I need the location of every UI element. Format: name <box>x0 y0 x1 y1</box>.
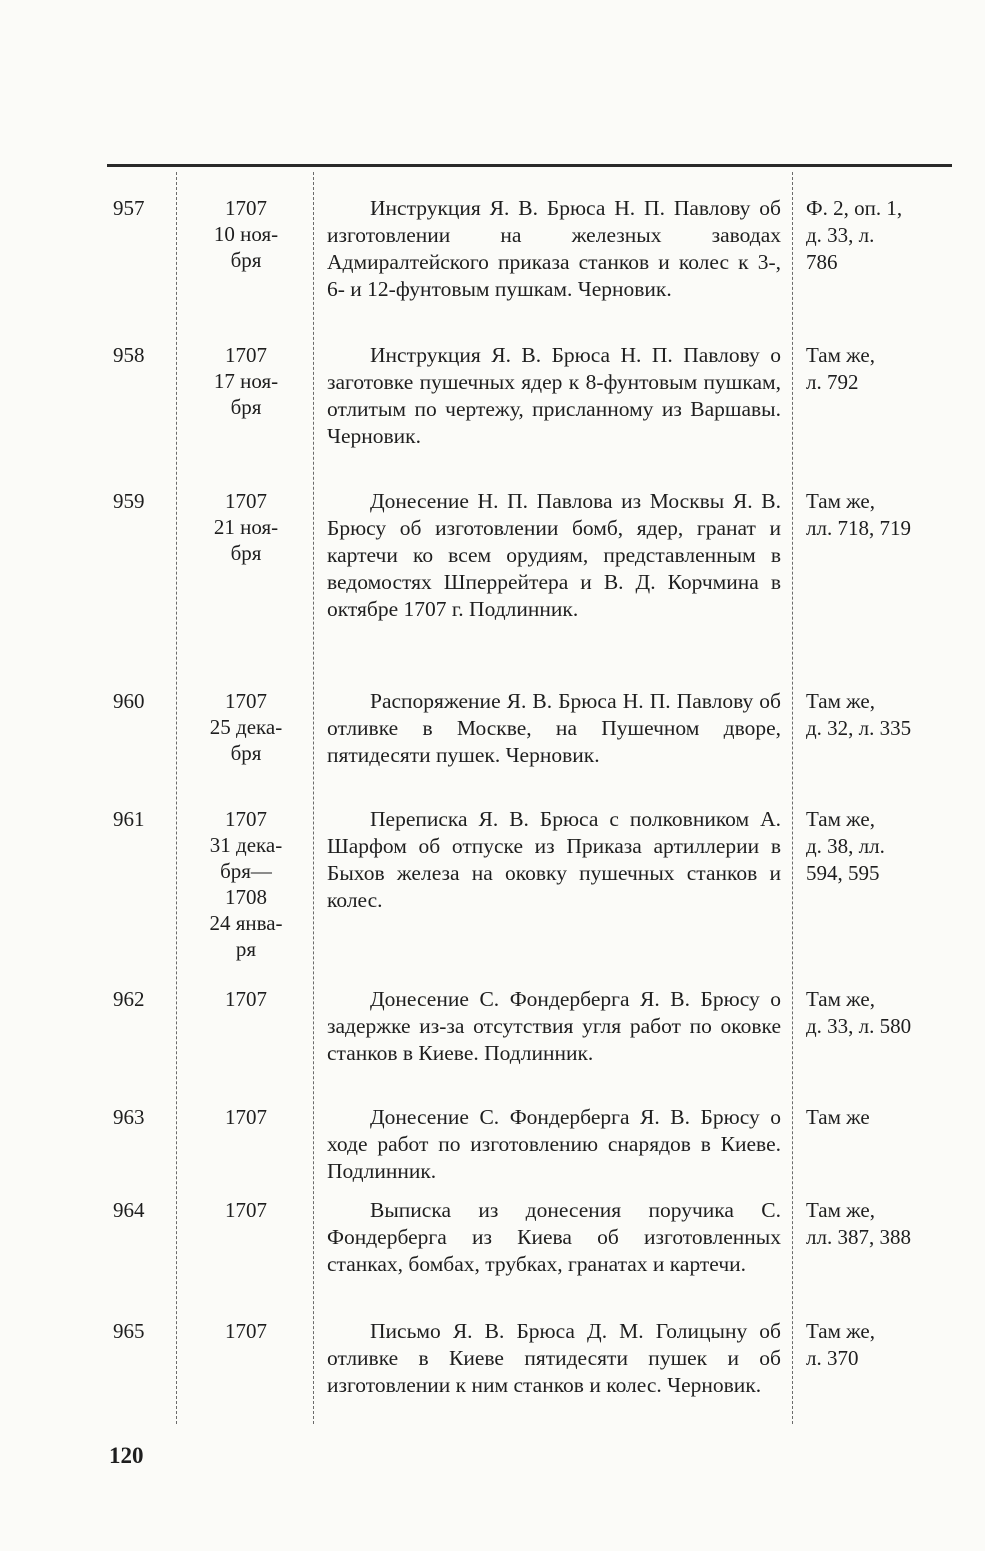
entry-description: Переписка Я. В. Брюса с полковником А. Шарфом об отпуске из Приказа артиллерии в Быхов железа на оковку пушечных станков и колес. <box>327 807 781 912</box>
date-line: 10 ноя- <box>213 222 279 246</box>
date-line: 25 дека- <box>209 715 283 739</box>
reference-line: д. 38, лл. <box>806 834 885 858</box>
reference-line: д. 33, л. <box>806 223 875 247</box>
date-line: бря <box>230 541 262 565</box>
reference-line: лл. 387, 388 <box>806 1225 911 1249</box>
entry-description: Выписка из донесения поручика С. Фондерберга из Киева об изготовленных станках, бомбах, трубках, гранатах и картечи. <box>327 1198 781 1276</box>
date-line: 1707 <box>225 1105 267 1129</box>
entry-reference <box>806 986 956 1040</box>
entry-date <box>190 1197 302 1223</box>
entry-description: Донесение С. Фондерберга Я. В. Брюсу о ходе работ по изготовлению снарядов в Киеве. Подлинник. <box>327 1105 781 1183</box>
reference-line: л. 370 <box>806 1346 859 1370</box>
reference-line: Ф. 2, оп. 1, <box>806 196 903 220</box>
entry-number: 964 <box>113 1198 145 1222</box>
column-divider-number <box>176 172 177 1424</box>
date-line: 1707 <box>225 689 267 713</box>
entry-number: 961 <box>113 807 145 831</box>
date-line: 17 ноя- <box>213 369 279 393</box>
reference-line: Там же, <box>806 987 875 1011</box>
entry-number: 960 <box>113 689 145 713</box>
entry-date <box>190 806 302 962</box>
date-line: 31 дека- <box>209 833 283 857</box>
reference-line: д. 32, л. 335 <box>806 716 912 740</box>
entry-date <box>190 488 302 566</box>
entry-number: 962 <box>113 987 145 1011</box>
date-line: бря <box>230 395 262 419</box>
column-divider-description <box>792 172 793 1424</box>
reference-line: Там же, <box>806 343 875 367</box>
entry-reference <box>806 342 956 396</box>
date-line: 1707 <box>225 196 267 220</box>
date-line: 24 янва- <box>209 911 283 935</box>
date-line: бря <box>230 741 262 765</box>
entry-date <box>190 688 302 766</box>
entry-number: 958 <box>113 343 145 367</box>
entry-description: Инструкция Я. В. Брюса Н. П. Павлову о заготовке пушечных ядер к 8-фунтовым пушкам, отлитым по чертежу, присланному из Варшавы. Черновик. <box>327 343 781 448</box>
date-line: 1708 <box>225 885 267 909</box>
entry-description: Донесение Н. П. Павлова из Москвы Я. В. Брюсу об изготовлении бомб, ядер, гранат и картечи ко всем орудиям, представленным в ведомостях Шперрейтера и В. Д. Корчмина в октябре 1707 г. Подлинник. <box>327 489 781 621</box>
date-line: бря <box>230 248 262 272</box>
reference-line: Там же, <box>806 489 875 513</box>
table-top-rule <box>107 164 952 167</box>
entry-description: Распоряжение Я. В. Брюса Н. П. Павлову об отливке в Москве, на Пушечном дворе, пятидесяти пушек. Черновик. <box>327 689 781 767</box>
entry-reference <box>806 1104 956 1131</box>
date-line: 1707 <box>225 489 267 513</box>
entry-reference <box>806 688 956 742</box>
entry-date <box>190 986 302 1012</box>
entry-number: 959 <box>113 489 145 513</box>
reference-line: Там же, <box>806 1198 875 1222</box>
reference-line: 786 <box>806 250 838 274</box>
date-line: 1707 <box>225 987 267 1011</box>
entry-description: Письмо Я. В. Брюса Д. М. Голицыну об отливке в Киеве пятидесяти пушек и об изготовлении к ним станков и колес. Черновик. <box>327 1319 781 1397</box>
date-line: 1707 <box>225 807 267 831</box>
reference-line: лл. 718, 719 <box>806 516 911 540</box>
entry-reference <box>806 488 956 542</box>
entry-date <box>190 1318 302 1344</box>
entry-number: 957 <box>113 196 145 220</box>
entry-date <box>190 195 302 273</box>
date-line: 21 ноя- <box>213 515 279 539</box>
date-line: 1707 <box>225 1319 267 1343</box>
reference-line: Там же <box>806 1105 870 1129</box>
reference-line: л. 792 <box>806 370 859 394</box>
entry-reference <box>806 1318 956 1372</box>
date-line: бря— <box>220 859 272 883</box>
date-line: 1707 <box>225 343 267 367</box>
entry-number: 963 <box>113 1105 145 1129</box>
entry-reference <box>806 195 956 276</box>
entry-date <box>190 342 302 420</box>
column-divider-date <box>313 172 314 1424</box>
reference-line: 594, 595 <box>806 861 880 885</box>
entry-date <box>190 1104 302 1130</box>
entry-reference <box>806 1197 956 1251</box>
date-line: 1707 <box>225 1198 267 1222</box>
reference-line: Там же, <box>806 807 875 831</box>
reference-line: Там же, <box>806 689 875 713</box>
reference-line: Там же, <box>806 1319 875 1343</box>
entry-number: 965 <box>113 1319 145 1343</box>
page-number: 120 <box>109 1443 144 1468</box>
date-line: ря <box>235 937 257 961</box>
entry-description: Донесение С. Фондерберга Я. В. Брюсу о задержке из-за отсутствия угля работ по оковке станков в Киеве. Подлинник. <box>327 987 781 1065</box>
entry-reference <box>806 806 956 887</box>
entry-description: Инструкция Я. В. Брюса Н. П. Павлову об изготовлении на железных заводах Адмиралтейского приказа станков и колес к 3-, 6- и 12-фунтовым пушкам. Черновик. <box>327 196 781 301</box>
reference-line: д. 33, л. 580 <box>806 1014 912 1038</box>
